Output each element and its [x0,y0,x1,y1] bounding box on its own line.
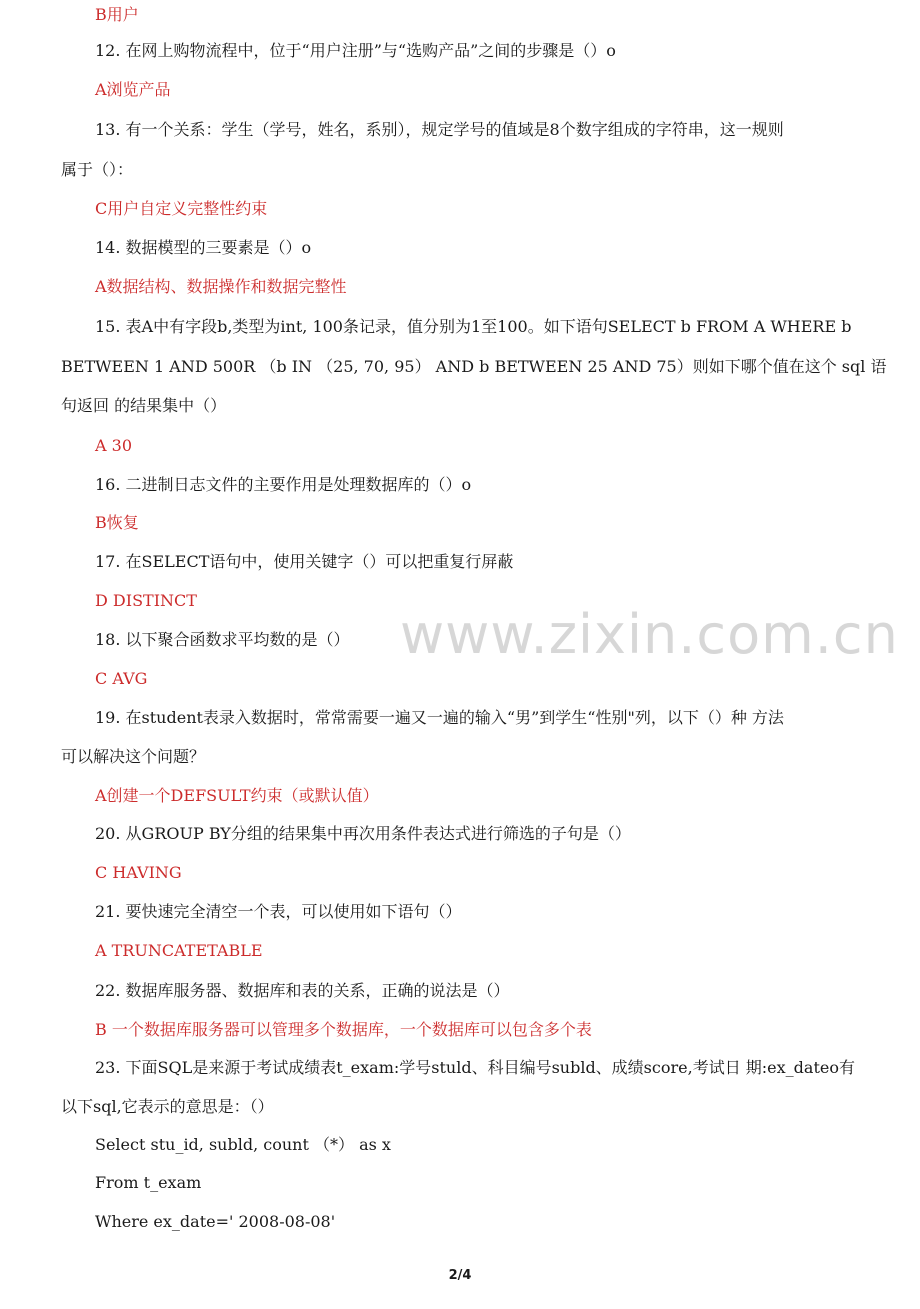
answer-line: A TRUNCATETABLE [95,941,263,960]
question-line: 12. 在网上购物流程中，位于“用户注册”与“选购产品”之间的步骤是（）o [95,41,616,60]
question-line: 18. 以下聚合函数求平均数的是（） [95,630,350,649]
question-line: BETWEEN 1 AND 500R （b IN （25, 70, 95） AND b BETWEEN 25 AND 75）则如下哪个值在这个 sql 语 [61,357,887,376]
question-line: 20. 从GROUP BY分组的结果集中再次用条件表达式进行筛选的子句是（） [95,824,631,843]
question-line: 可以解决这个问题？ [61,747,206,766]
answer-line: B恢复 [95,513,139,532]
question-line: 15. 表A中有字段b,类型为int, 100条记录，值分别为1至100。如下语句SELECT b FROM A WHERE b [95,317,852,336]
answer-line: A浏览产品 [95,80,171,99]
question-line: 句返回 的结果集中（） [61,396,227,415]
question-line: 17. 在SELECT语句中，使用关键字（）可以把重复行屏蔽 [95,552,514,571]
code-line: Where ex_date=' 2008-08-08' [95,1212,336,1231]
code-line: Select stu_id, subld, count （*） as x [95,1135,391,1154]
question-line: 19. 在student表录入数据时，常常需要一遍又一遍的输入“男”到学生“性别"列，以下（）种 方法 [95,708,784,727]
answer-line: C AVG [95,669,148,688]
answer-line: C用户自定义完整性约束 [95,199,268,218]
question-line: 22. 数据库服务器、数据库和表的关系，正确的说法是（） [95,981,510,1000]
answer-line: B 一个数据库服务器可以管理多个数据库，一个数据库可以包含多个表 [95,1020,592,1039]
answer-line: B用户 [95,5,139,24]
question-line: 13. 有一个关系：学生（学号，姓名，系别），规定学号的值域是8个数字组成的字符串，这一规则 [95,120,784,139]
question-line: 属于（）： [61,160,134,179]
answer-line: D DISTINCT [95,591,197,610]
answer-line: C HAVING [95,863,182,882]
code-line: From t_exam [95,1173,202,1192]
question-line: 以下sql,它表示的意思是：（） [61,1097,274,1116]
question-line: 14. 数据模型的三要素是（）o [95,238,312,257]
question-line: 21. 要快速完全清空一个表，可以使用如下语句（） [95,902,462,921]
watermark: www.zixin.com.cn [400,603,899,666]
page-number: 2/4 [448,1268,472,1283]
answer-line: A数据结构、数据操作和数据完整性 [95,277,347,296]
answer-line: A创建一个DEFSULT约束（或默认值） [95,786,379,805]
question-line: 23. 下面SQL是来源于考试成绩表t_exam:学号stuld、科目编号subld、成绩score,考试日 期:ex_dateo有 [95,1058,855,1077]
answer-line: A 30 [95,436,132,455]
question-line: 16. 二进制日志文件的主要作用是处理数据库的（）o [95,475,472,494]
